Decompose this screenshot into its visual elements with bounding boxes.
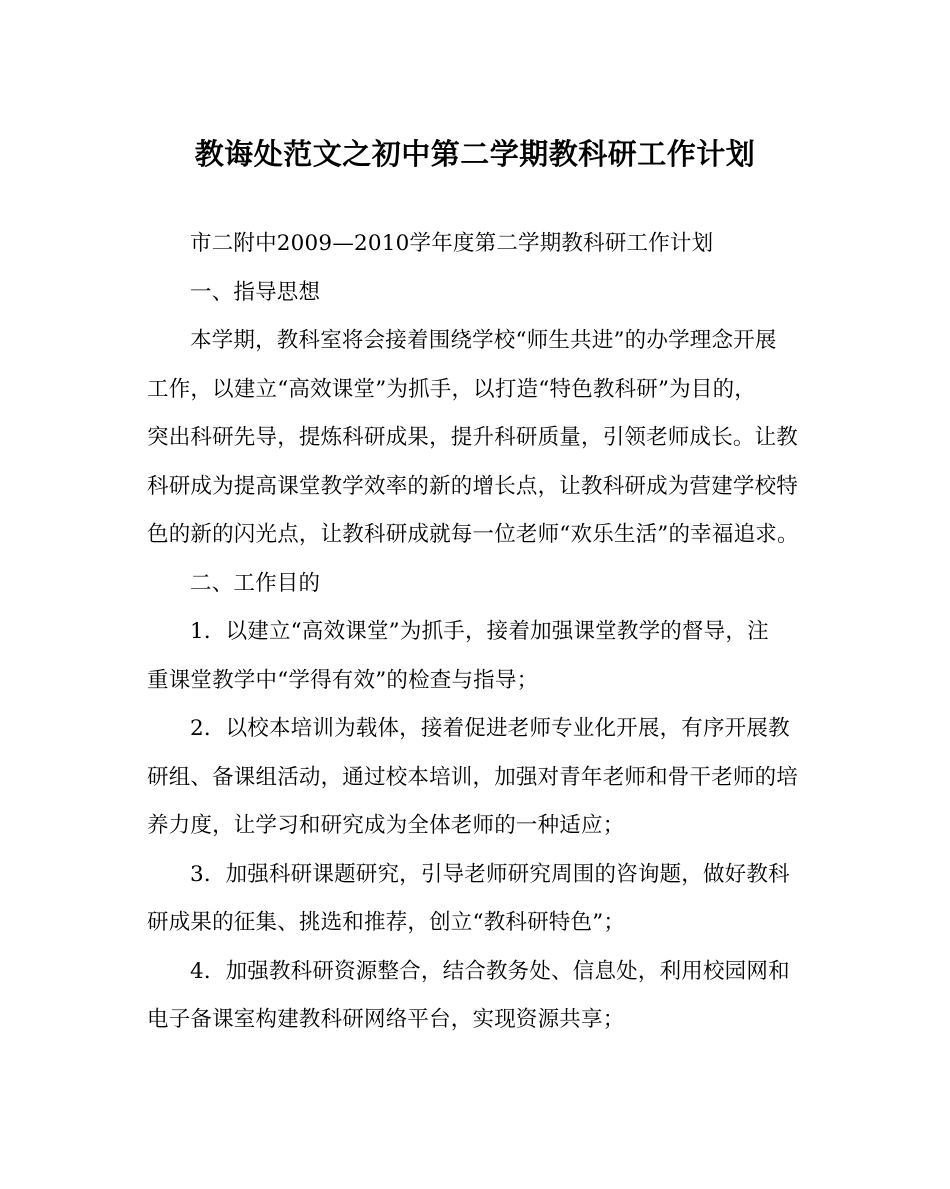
- list-item-goal-3: [147, 851, 827, 948]
- text-line: 市二附中2009—2010学年度第二学期教科研工作计划: [190, 231, 714, 256]
- text-line: 重课堂教学中“学得有效”的检查与指导；: [147, 667, 539, 693]
- list-item-goal-2: [147, 705, 827, 851]
- text-line: 色的新的闪光点，让教科研成就每一位老师“欢乐生活”的幸福追求。: [147, 522, 799, 547]
- text-line: 2．以校本培训为载体，接着促进老师专业化开展，有序开展教: [190, 716, 790, 741]
- text-line: 工作，以建立“高效课堂”为抓手，以打造“特色教科研”为目的，: [147, 376, 756, 402]
- paragraph-subtitle: [147, 220, 827, 269]
- list-item-goal-4: [147, 948, 827, 1045]
- section-heading-guiding-ideology: [147, 269, 827, 318]
- document-title: 教诲处范文之初中第二学期教科研工作计划: [194, 137, 756, 171]
- section-heading-work-goals: [147, 560, 827, 609]
- text-line: 突出科研先导，提炼科研成果，提升科研质量，引领老师成长。让教: [147, 425, 799, 450]
- text-line: 研成果的征集、挑选和推荐，创立“教科研特色”；: [147, 910, 626, 935]
- text-line: 研组、备课组活动，通过校本培训，加强对青年老师和骨干老师的培: [147, 764, 799, 790]
- document-body: [147, 220, 827, 1045]
- text-line: 3．加强科研课题研究，引导老师研究周围的咨询题，做好教科: [190, 861, 790, 887]
- text-line: 二、工作目的: [190, 570, 321, 596]
- text-line: 4．加强教科研资源整合，结合教务处、信息处，利用校园网和: [190, 958, 790, 984]
- list-item-goal-1: [147, 608, 827, 705]
- text-line: 一、指导思想: [190, 279, 321, 305]
- text-line: 科研成为提高课堂教学效率的新的增长点，让教科研成为营建学校特: [147, 473, 799, 499]
- paragraph-guiding-ideology: [147, 317, 827, 560]
- text-line: 本学期，教科室将会接着围绕学校“师生共进”的办学理念开展: [190, 328, 777, 353]
- text-line: 1．以建立“高效课堂”为抓手，接着加强课堂教学的督导，注: [190, 619, 769, 644]
- text-line: 电子备课室构建教科研网络平台，实现资源共享；: [147, 1007, 625, 1032]
- text-line: 养力度，让学习和研究成为全体老师的一种适应；: [147, 813, 625, 838]
